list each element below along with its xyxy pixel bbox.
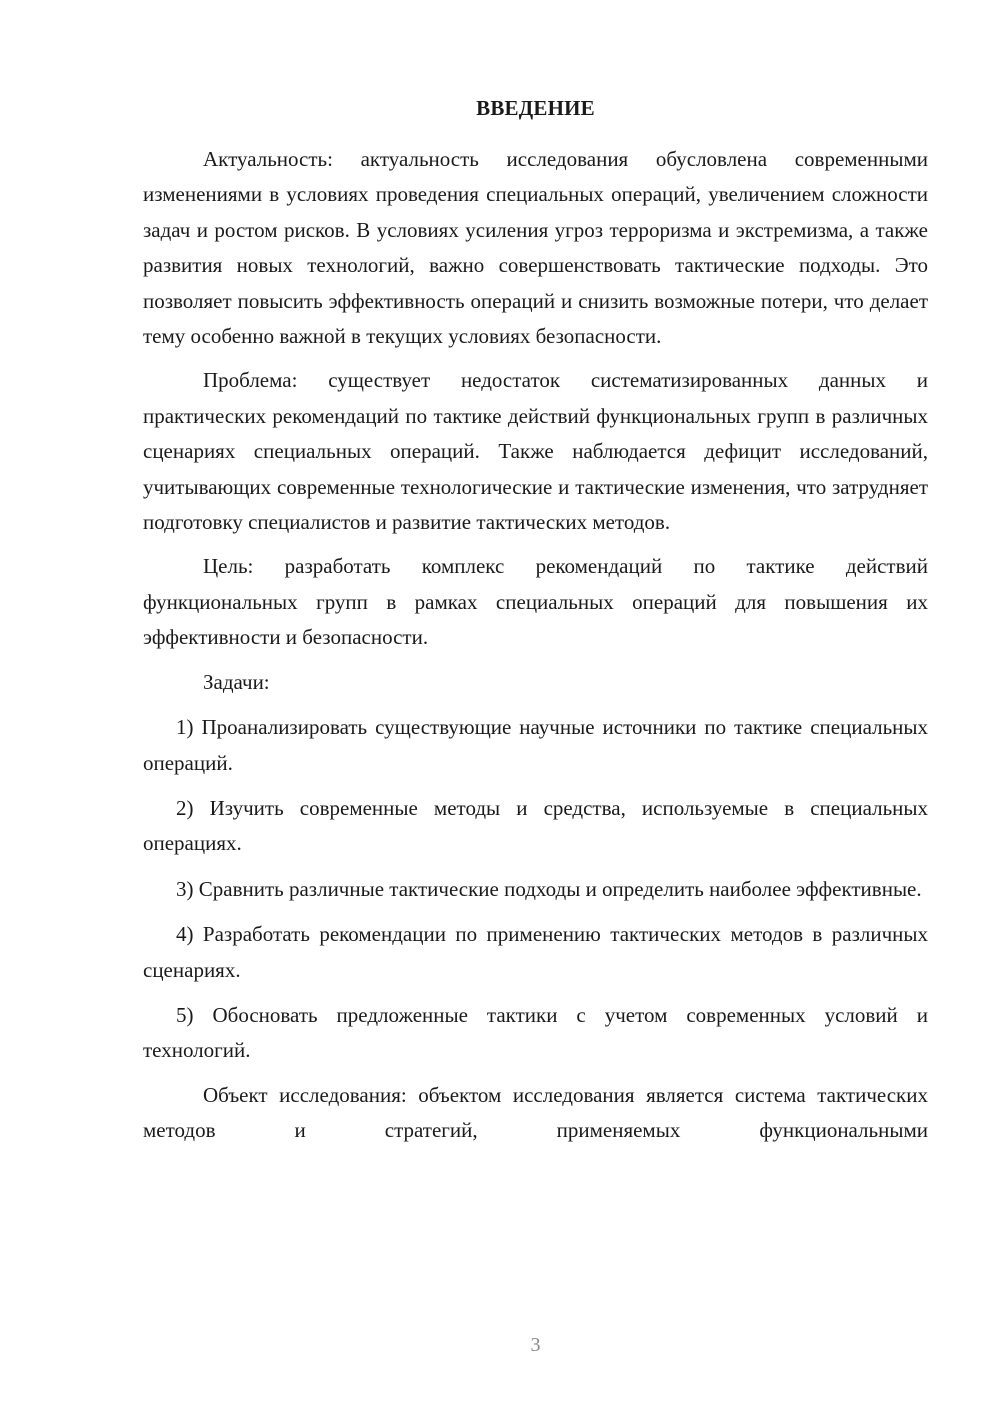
section-heading: ВВЕДЕНИЕ	[476, 96, 595, 120]
document-page	[143, 0, 928, 1414]
paragraph-relevance: Актуальность: актуальность исследования обусловлена современными изменениями в условиях проведения специальных операций, увеличением сложности задач и ростом рисков. В условиях усиления угроз терроризма и экстремизма, а также развития новых технологий, важно совершенствовать тактические подходы. Это позволяет повысить эффективность операций и снизить возможные потери, что делает тему особенно важной в текущих условиях безопасности.	[143, 147, 928, 349]
task-item-5: 5) Обосновать предложенные тактики с учетом современных условий и технологий.	[143, 1002, 928, 1063]
task-item-1: 1) Проанализировать существующие научные источники по тактике специальных операций.	[143, 715, 928, 775]
task-item-3: 3) Сравнить различные тактические подходы и определить наиболее эффективные.	[176, 876, 922, 901]
paragraph-object: Объект исследования: объектом исследования является система тактических методов и стратегий, применяемых функциональными	[143, 1082, 928, 1143]
task-item-2: 2) Изучить современные методы и средства, используемые в специальных операциях.	[143, 795, 928, 856]
task-item-4: 4) Разработать рекомендации по применению тактических методов в различных сценариях.	[143, 922, 928, 982]
body-text	[143, 142, 928, 1149]
paragraph-problem: Проблема: существует недостаток систематизированных данных и практических рекомендаций по тактике действий функциональных групп в различных сценариях специальных операций. Также наблюдается дефицит исследований, учитывающих современные технологические и тактические изменения, что затрудняет подготовку специалистов и развитие тактических методов.	[143, 368, 928, 535]
paragraph-goal: Цель: разработать комплекс рекомендаций по тактике действий функциональных групп в рамках специальных операций для повышения их эффективности и безопасности.	[143, 554, 928, 650]
tasks-label: Задачи:	[203, 669, 270, 694]
page-number: 3	[530, 1334, 541, 1356]
